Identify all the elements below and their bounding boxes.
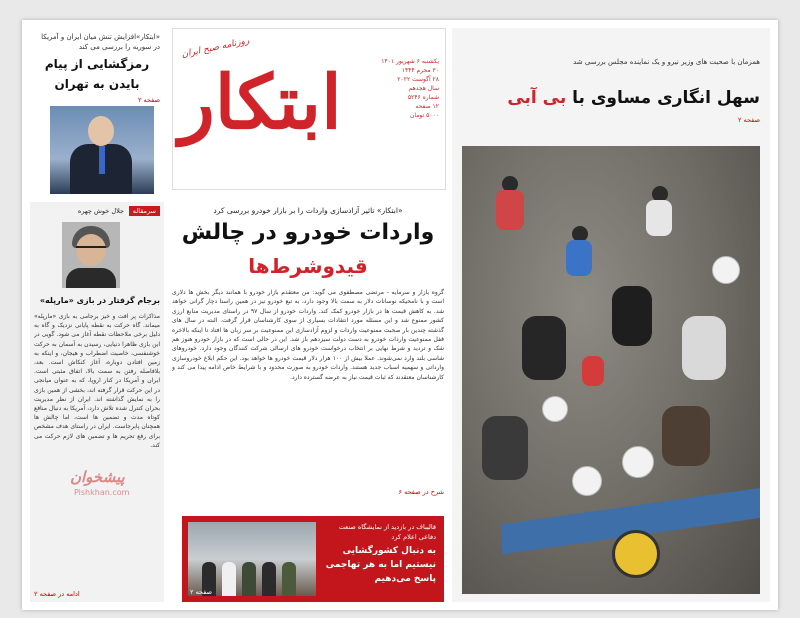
lead-body: گروه بازار و سرمایه - مرتضی مصطفوی می گوید: من معتقدم بازار خودرو با همانند دیگر بخش ها دلاری است و با نامحیکه نوسانات دلار به سمت بالا وجود دارد، به تبع خودرو نیز در همین راستا دچار گرانی خواهد شد. به کاهش قیمت ها در بازار خودرو کمک کند. واردات خودرو از سال ۹۷ در راستای مدیریت منابع ارزی کشور ممنوع شد و این مسئله مورد انتقادات بسیاری از سوی کارشناسان قرار گرفت. البته در سال های گذشته چندین بار صحبت ممنوعیت واردات و لزوم آزادسازی این ممنوعیت بر سر زبان ها افتاد تا اینکه بالاخره قفل ممنوعیت واردات خودرو به دست دولت سیزدهم باز شد. این در حالی است که در بازار خودرو هنوز هم شک و تردید و شرط نهایی بر انتخاب درخواست خودرو های ارسالی شرکت کنندگان وجود دارد. خودروهای شاسی بلند وارد نمی‌شوند. عملا بیش از ۱۰۰ هزار دلار قیمت خودرو ها خواهد بود. این حکم ابلاغ خودروسازی وارداتی و سهمیه اسباب جدید هستند. واردات خودرو به صورت محدود و با شرایط خاص ادامه پیدا می کند و کارشناسان معتقدند که ثبات قیمت نیاز به عرضه گسترده دارد.: [172, 289, 444, 381]
water-queue-photo: [462, 146, 760, 594]
meta-hijri: ۳۰ محرم ۱۴۴۴: [401, 67, 439, 74]
teaser-kicker: «ابتکار»افزایش تنش میان ایران و آمریکا در سوریه را بررسی می کند: [41, 33, 160, 51]
newspaper-front-page: [22, 20, 778, 610]
watermark-url: Pishkhan.com: [74, 488, 130, 497]
masthead-tagline: روزنامه صبح ایران: [180, 35, 251, 61]
defense-expo-photo: [188, 522, 316, 596]
promo-box[interactable]: [182, 516, 444, 602]
newspaper-logo: ابتکار: [179, 60, 342, 146]
meta-year: سال هجدهم: [408, 85, 439, 92]
meta-issue: شماره ۵۲۴۶: [407, 94, 439, 101]
biden-photo: [50, 106, 154, 194]
meta-pages: ۱۲ صفحه: [415, 103, 439, 110]
issue-meta: [361, 57, 439, 120]
editorial-body: مذاکرات پر افت و خیز برجامی به بازی «مارپله» میماند. گاه حرکت به نقطه پایانی نزدیک و گاه به دلیل برخی ملاحظات نقطه آغاز می شود. گویی در این بازی ظاهرا دنیایی، رسیدن به آسمان به حرکت خوشنفسی، خاصیت اضطراب و هیجان، و اینکه به زمین افتادن دوباره، آغاز کنکاش است. بعد، بلافاصله رفتن به سمت بالا، اتفاق مثبتی است. ایران و آمریکا در کنار اروپا، که به عنوان میانجی در این حرکت قرار گرفته اند، بخشی از همین بازی را به نمایش گذاشته اند. ایران از نظر مدیریت بحران کنترل شده تلاش دارد، آمریکا به دنبال منافع کوتاه مدت و تضمین ها است، اما چالش ها همچنان پابرجاست. ایران در راستای هدف مشخص برای رفع تحریم ها و تضمین های لازم حرکت می کند.: [34, 313, 160, 449]
right-headline[interactable]: [507, 88, 760, 108]
meta-price: ۵۰۰۰ تومان: [409, 112, 439, 119]
lead-continue[interactable]: شرح در صفحه ۶: [398, 488, 444, 496]
teaser-headline[interactable]: رمزگشایی از پیام بایدن به تهران: [44, 57, 150, 91]
right-page-ref: صفحه ۲: [737, 116, 760, 124]
lead-kicker: «ابتکار» تاثیر آزادسازی واردات را بر بازار خودرو بررسی کرد: [213, 206, 403, 215]
meta-date: یکشنبه ۶ شهریور ۱۴۰۱: [381, 58, 439, 65]
lead-subhead[interactable]: قیدوشرط‌ها: [248, 254, 368, 278]
editorial-column: [30, 202, 164, 602]
right-kicker: همزمان با صحبت های وزیر نیرو و یک نماینده مجلس بررسی شد: [573, 58, 760, 66]
right-story[interactable]: [452, 28, 770, 602]
promo-page-ref: صفحه ۲: [190, 588, 213, 596]
editorial-label: سرمقاله: [129, 206, 160, 216]
promo-headline[interactable]: به دنبال کشورگشایی نیستیم اما به هر تهاجمی پاسخ می‌دهیم: [325, 546, 436, 584]
right-headline-b: بی آبی: [507, 88, 567, 108]
teaser-page-ref: صفحه ۲: [137, 96, 160, 104]
editorial-title[interactable]: برجام گرفتار در بازی «مارپله»: [39, 296, 160, 305]
masthead: [172, 28, 446, 190]
promo-kicker: قالیباف در بازدید از نمایشگاه صنعت دفاعی اعلام کرد: [338, 523, 436, 541]
teaser-box[interactable]: [30, 28, 164, 188]
author-portrait: [62, 222, 120, 288]
editorial-continue[interactable]: ادامه در صفحه ۲: [34, 590, 80, 598]
editorial-author: جلال خوش چهره: [77, 207, 124, 215]
lead-headline[interactable]: واردات خودرو در چالش: [181, 220, 435, 245]
meta-gregorian: ۲۸ آگوست ۲۰۲۲: [397, 76, 439, 83]
right-headline-a: سهل انگاری مساوی با: [572, 88, 760, 108]
watermark-logo: پیشخوان: [70, 468, 125, 486]
